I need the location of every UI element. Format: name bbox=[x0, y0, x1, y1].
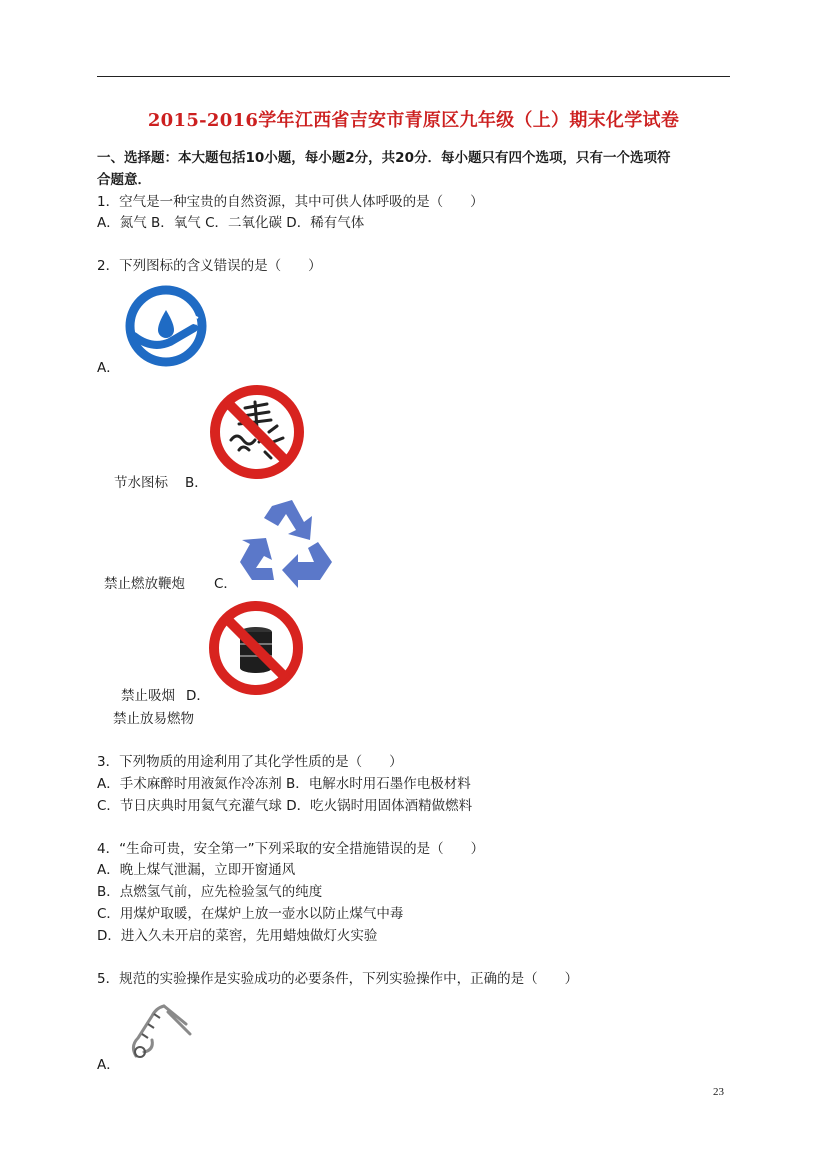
q2-option-d-label: D． bbox=[186, 688, 210, 704]
water-saving-icon bbox=[122, 284, 210, 368]
q1-stem: 1．空气是一种宝贵的自然资源，其中可供人体呼吸的是（ ） bbox=[97, 194, 484, 210]
q2-option-c-label: C． bbox=[214, 576, 237, 592]
q2-option-b-label: B． bbox=[185, 475, 208, 491]
q3-stem: 3．下列物质的用途利用了其化学性质的是（ ） bbox=[97, 754, 403, 770]
q4-option-a: A．晚上煤气泄漏，立即开窗通风 bbox=[97, 862, 296, 878]
q5-stem: 5．规范的实验操作是实验成功的必要条件，下列实验操作中，正确的是（ ） bbox=[97, 971, 579, 987]
section-heading-line2: 合题意． bbox=[97, 172, 151, 188]
q3-options-ab: A．手术麻醉时用液氮作冷冻剂 B．电解水时用石墨作电极材料 bbox=[97, 776, 471, 792]
section-heading-line1: 一、选择题：本大题包括10小题，每小题2分，共20分．每小题只有四个选项，只有一个选项符 bbox=[97, 150, 671, 166]
q2-stem: 2．下列图标的含义错误的是（ ） bbox=[97, 258, 322, 274]
recycle-icon bbox=[238, 496, 336, 584]
page-title: 2015-2016学年江西省吉安市青原区九年级（上）期末化学试卷 bbox=[147, 110, 680, 131]
q4-option-c: C．用煤炉取暖，在煤炉上放一壶水以防止煤气中毒 bbox=[97, 906, 404, 922]
q4-option-b: B．点燃氢气前，应先检验氢气的纯度 bbox=[97, 884, 323, 900]
test-tube-clamp-icon bbox=[124, 994, 196, 1062]
q2-option-b-text: 禁止燃放鞭炮 bbox=[104, 576, 185, 592]
q2-option-a-text: 节水图标 bbox=[114, 475, 168, 491]
no-fireworks-icon bbox=[209, 384, 305, 480]
q2-option-c-text: 禁止吸烟 bbox=[121, 688, 175, 704]
q2-option-a-label: A． bbox=[97, 360, 120, 376]
page-number: 23 bbox=[713, 1086, 724, 1098]
q2-option-d-text: 禁止放易燃物 bbox=[113, 711, 194, 727]
no-flammables-icon bbox=[208, 600, 304, 696]
q5-option-a-label: A． bbox=[97, 1057, 120, 1073]
q4-stem: 4．“生命可贵，安全第一”下列采取的安全措施错误的是（ ） bbox=[97, 841, 485, 857]
header-rule bbox=[97, 76, 730, 77]
q3-options-cd: C．节日庆典时用氦气充灌气球 D．吃火锅时用固体酒精做燃料 bbox=[97, 798, 473, 814]
q4-option-d: D．进入久未开启的菜窖，先用蜡烛做灯火实验 bbox=[97, 928, 378, 944]
q1-options: A．氮气 B．氧气 C．二氧化碳 D．稀有气体 bbox=[97, 215, 365, 231]
